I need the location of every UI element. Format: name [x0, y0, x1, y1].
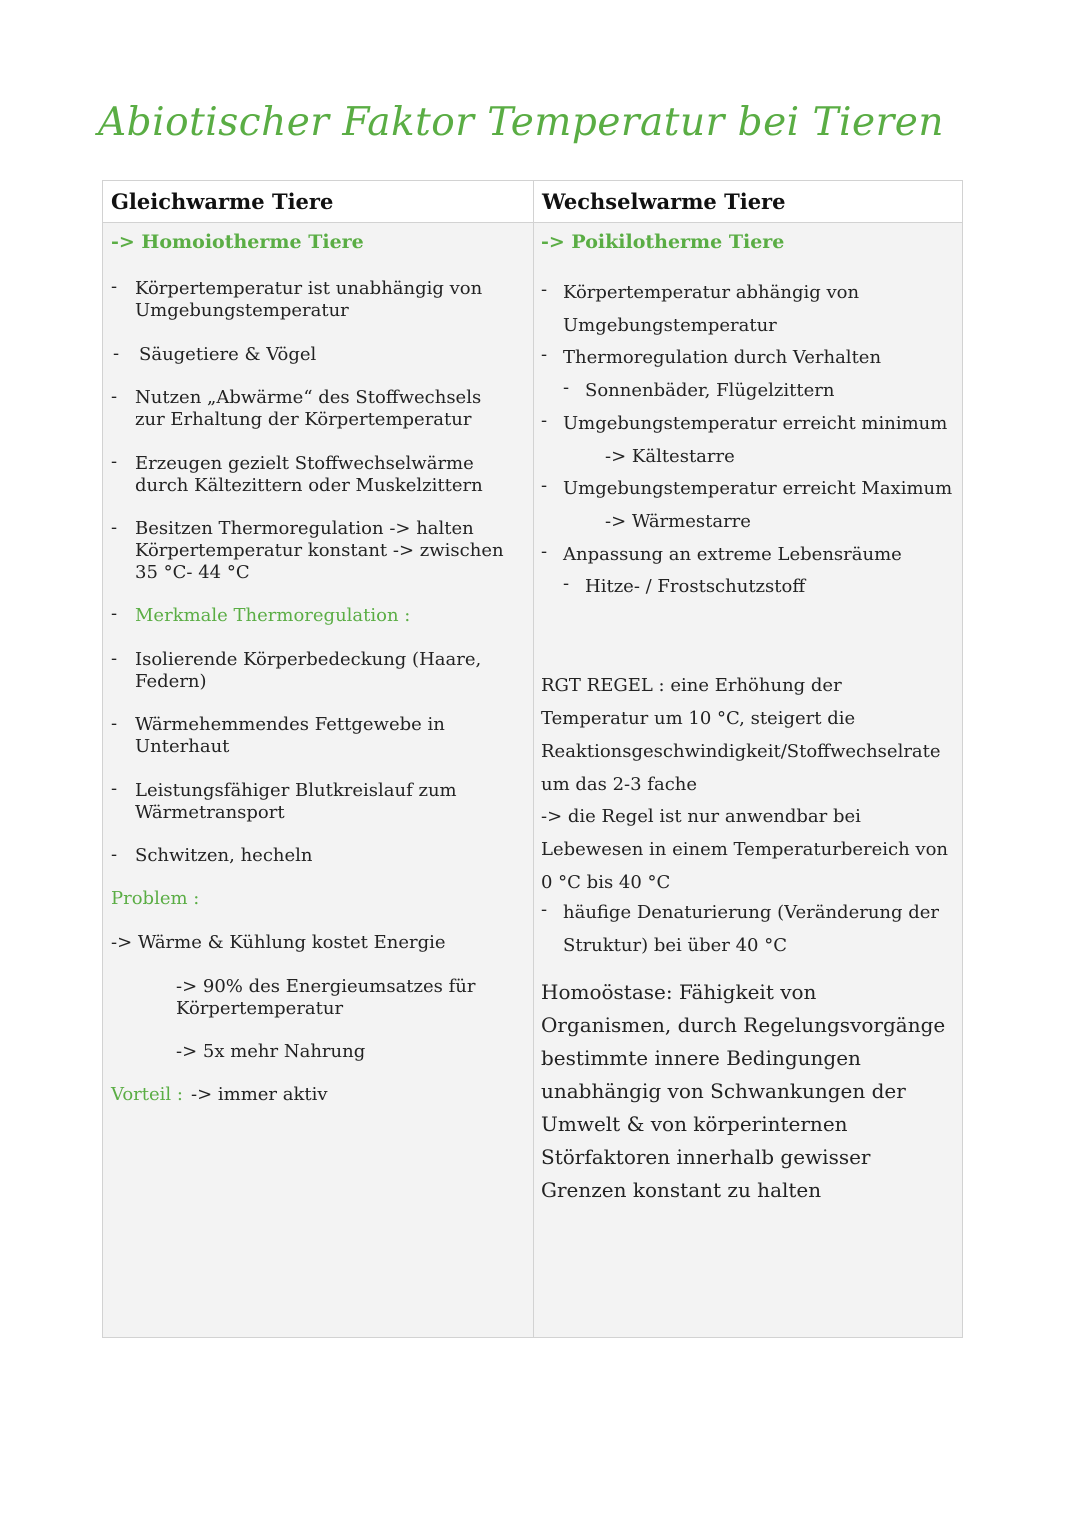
left-column-heading: Gleichwarme Tiere	[103, 181, 533, 223]
bullet-dash: -	[541, 279, 548, 300]
left-item: Besitzen Thermoregulation -> halten Körpertemperatur konstant -> zwischen 35 °C- 44 °C	[135, 518, 504, 583]
left-item: Wärmehemmendes Fettgewebe in Unterhaut	[135, 714, 445, 757]
left-item: Schwitzen, hecheln	[135, 845, 313, 866]
page-title: Abiotischer Faktor Temperatur bei Tieren	[98, 100, 944, 145]
right-item: Umgebungstemperatur erreicht Maximum	[563, 478, 953, 499]
right-item: Sonnenbäder, Flügelzittern	[585, 380, 835, 401]
problem-label: Problem :	[111, 888, 200, 909]
bullet-dash: -	[541, 899, 548, 920]
bullet-dash: -	[111, 451, 118, 472]
left-subheading: -> Homoiotherme Tiere	[111, 231, 364, 253]
right-item: -> Kältestarre	[605, 446, 735, 467]
homoeostase-definition: Homoöstase: Fähigkeit von Organismen, durch Regelungsvorgänge bestimmte innere Bedingungen unabhängig von Schwankungen der Umwelt & von körperinternen Störfaktoren innerhalb gewisser Grenzen konstant zu halten	[541, 980, 946, 1202]
vorteil-text: -> immer aktiv	[191, 1084, 328, 1105]
left-item: Säugetiere & Vögel	[139, 344, 317, 365]
bullet-dash: -	[541, 410, 548, 431]
left-item: Körpertemperatur ist unabhängig von Umgebungstemperatur	[135, 278, 483, 321]
problem-text: -> Wärme & Kühlung kostet Energie	[111, 932, 446, 953]
right-item: Thermoregulation durch Verhalten	[563, 347, 882, 368]
bullet-dash: -	[111, 844, 118, 865]
bullet-dash: -	[541, 541, 548, 562]
comparison-table	[102, 180, 963, 1338]
right-item: Umgebungstemperatur erreicht minimum	[563, 413, 948, 434]
problem-detail: -> 90% des Energieumsatzes für Körpertemperatur	[176, 976, 476, 1019]
problem-detail: -> 5x mehr Nahrung	[176, 1041, 366, 1062]
bullet-dash: -	[111, 276, 118, 297]
right-column	[534, 181, 962, 1337]
bullet-dash: -	[541, 475, 548, 496]
rgt-rule: RGT REGEL : eine Erhöhung der Temperatur um 10 °C, steigert die Reaktionsgeschwindigkeit/Stoffwechselrate um das 2-3 fache	[541, 675, 941, 795]
bullet-dash: -	[563, 573, 570, 594]
left-column	[103, 181, 534, 1337]
rgt-note: -> die Regel ist nur anwendbar bei Lebewesen in einem Temperaturbereich von 0 °C bis 40 °C	[541, 806, 949, 893]
vorteil-label: Vorteil :	[111, 1084, 183, 1105]
right-item: -> Wärmestarre	[605, 511, 751, 532]
bullet-dash: -	[111, 778, 118, 799]
bullet-dash: -	[111, 603, 118, 624]
bullet-dash: -	[111, 713, 118, 734]
right-item: Anpassung an extreme Lebensräume	[563, 544, 902, 565]
right-item: Körpertemperatur abhängig von Umgebungstemperatur	[563, 282, 860, 336]
bullet-dash: -	[111, 517, 118, 538]
bullet-dash: -	[111, 386, 118, 407]
rgt-item: häufige Denaturierung (Veränderung der Struktur) bei über 40 °C	[563, 902, 940, 956]
left-item: Erzeugen gezielt Stoffwechselwärme durch Kältezittern oder Muskelzittern	[135, 453, 483, 496]
bullet-dash: -	[563, 377, 570, 398]
left-item: Leistungsfähiger Blutkreislauf zum Wärmetransport	[135, 780, 457, 823]
left-item: Nutzen „Abwärme“ des Stoffwechsels zur Erhaltung der Körpertemperatur	[135, 387, 482, 430]
bullet-dash: -	[113, 343, 120, 364]
left-item: Isolierende Körperbedeckung (Haare, Federn)	[135, 649, 482, 692]
right-column-heading: Wechselwarme Tiere	[534, 181, 962, 223]
bullet-dash: -	[541, 344, 548, 365]
right-column-body	[534, 223, 962, 1337]
right-subheading: -> Poikilotherme Tiere	[541, 231, 785, 253]
bullet-dash: -	[111, 648, 118, 669]
left-item-heading: Merkmale Thermoregulation :	[135, 605, 411, 626]
left-column-body	[103, 223, 533, 1337]
right-item: Hitze- / Frostschutzstoff	[585, 576, 806, 597]
